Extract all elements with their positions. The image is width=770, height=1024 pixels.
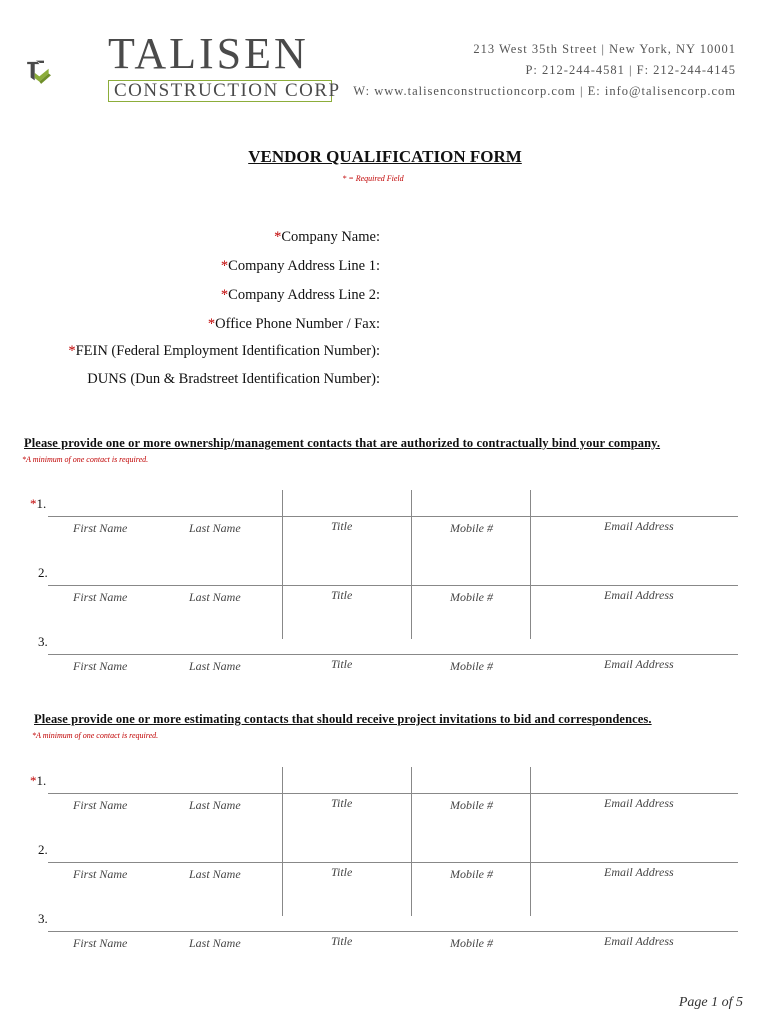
estimating-email-label: Email Address (604, 796, 674, 810)
ownership-row-number: 3. (38, 634, 48, 649)
address-line-1-label: *Company Address Line 1: (220, 258, 380, 274)
estimating-row-line[interactable] (48, 862, 738, 863)
ownership-first-label: First Name (73, 521, 128, 535)
brand-subtitle: CONSTRUCTION CORP (108, 80, 332, 102)
table-column-divider (282, 767, 283, 916)
company-address: 213 West 35th Street | New York, NY 10001 (473, 42, 736, 56)
ownership-row-number: *1. (30, 496, 47, 511)
company-web-email: W: www.talisenconstructioncorp.com | E: info@talisencorp.com (353, 84, 736, 98)
estimating-first-label: First Name (73, 798, 128, 812)
table-column-divider (411, 767, 412, 916)
duns-label: DUNS (Dun & Bradstreet Identification Number): (87, 371, 380, 387)
table-column-divider (530, 490, 531, 639)
estimating-first-label: First Name (73, 867, 128, 881)
estimating-section-heading: Please provide one or more estimating contacts that should receive project invitations to bid and correspondences. (34, 712, 652, 726)
talisen-logo-mark (26, 30, 116, 114)
estimating-title-label: Title (331, 865, 353, 879)
ownership-row-line[interactable] (48, 585, 738, 586)
estimating-last-label: Last Name (189, 798, 241, 812)
ownership-title-label: Title (331, 657, 353, 671)
table-column-divider (282, 490, 283, 639)
estimating-row-line[interactable] (48, 793, 738, 794)
estimating-row-line[interactable] (48, 931, 738, 932)
required-field-note: * = Required Field (342, 174, 404, 183)
company-name-label: *Company Name: (274, 229, 380, 245)
estimating-email-label: Email Address (604, 934, 674, 948)
ownership-section-heading: Please provide one or more ownership/management contacts that are authorized to contractually bind your company. (24, 436, 661, 450)
ownership-row-number: 2. (38, 565, 48, 580)
ownership-title-label: Title (331, 519, 353, 533)
estimating-section-note: *A minimum of one contact is required. (32, 731, 159, 740)
estimating-title-label: Title (331, 934, 353, 948)
form-title: VENDOR QUALIFICATION FORM (248, 147, 522, 166)
ownership-last-label: Last Name (189, 659, 241, 673)
estimating-last-label: Last Name (189, 867, 241, 881)
ownership-email-label: Email Address (604, 657, 674, 671)
phone-fax-label: *Office Phone Number / Fax: (207, 316, 380, 332)
estimating-title-label: Title (331, 796, 353, 810)
ownership-last-label: Last Name (189, 521, 241, 535)
ownership-mobile-label: Mobile # (450, 659, 493, 673)
estimating-last-label: Last Name (189, 936, 241, 950)
ownership-section-note: *A minimum of one contact is required. (22, 455, 149, 464)
estimating-row-number: *1. (30, 773, 47, 788)
estimating-email-label: Email Address (604, 865, 674, 879)
ownership-mobile-label: Mobile # (450, 521, 493, 535)
ownership-first-label: First Name (73, 659, 128, 673)
address-line-2-label: *Company Address Line 2: (220, 287, 380, 303)
fein-label: *FEIN (Federal Employment Identification Number): (68, 343, 380, 359)
ownership-first-label: First Name (73, 590, 128, 604)
estimating-mobile-label: Mobile # (450, 936, 493, 950)
company-phone-fax: P: 212-244-4581 | F: 212-244-4145 (525, 63, 736, 77)
ownership-mobile-label: Mobile # (450, 590, 493, 604)
ownership-row-line[interactable] (48, 516, 738, 517)
table-column-divider (411, 490, 412, 639)
ownership-email-label: Email Address (604, 588, 674, 602)
estimating-first-label: First Name (73, 936, 128, 950)
estimating-mobile-label: Mobile # (450, 867, 493, 881)
table-column-divider (530, 767, 531, 916)
ownership-title-label: Title (331, 588, 353, 602)
estimating-row-number: 2. (38, 842, 48, 857)
page-number: Page 1 of 5 (678, 995, 743, 1010)
ownership-last-label: Last Name (189, 590, 241, 604)
ownership-row-line[interactable] (48, 654, 738, 655)
estimating-mobile-label: Mobile # (450, 798, 493, 812)
estimating-row-number: 3. (38, 911, 48, 926)
ownership-email-label: Email Address (604, 519, 674, 533)
brand-name: TALISEN (108, 29, 309, 78)
